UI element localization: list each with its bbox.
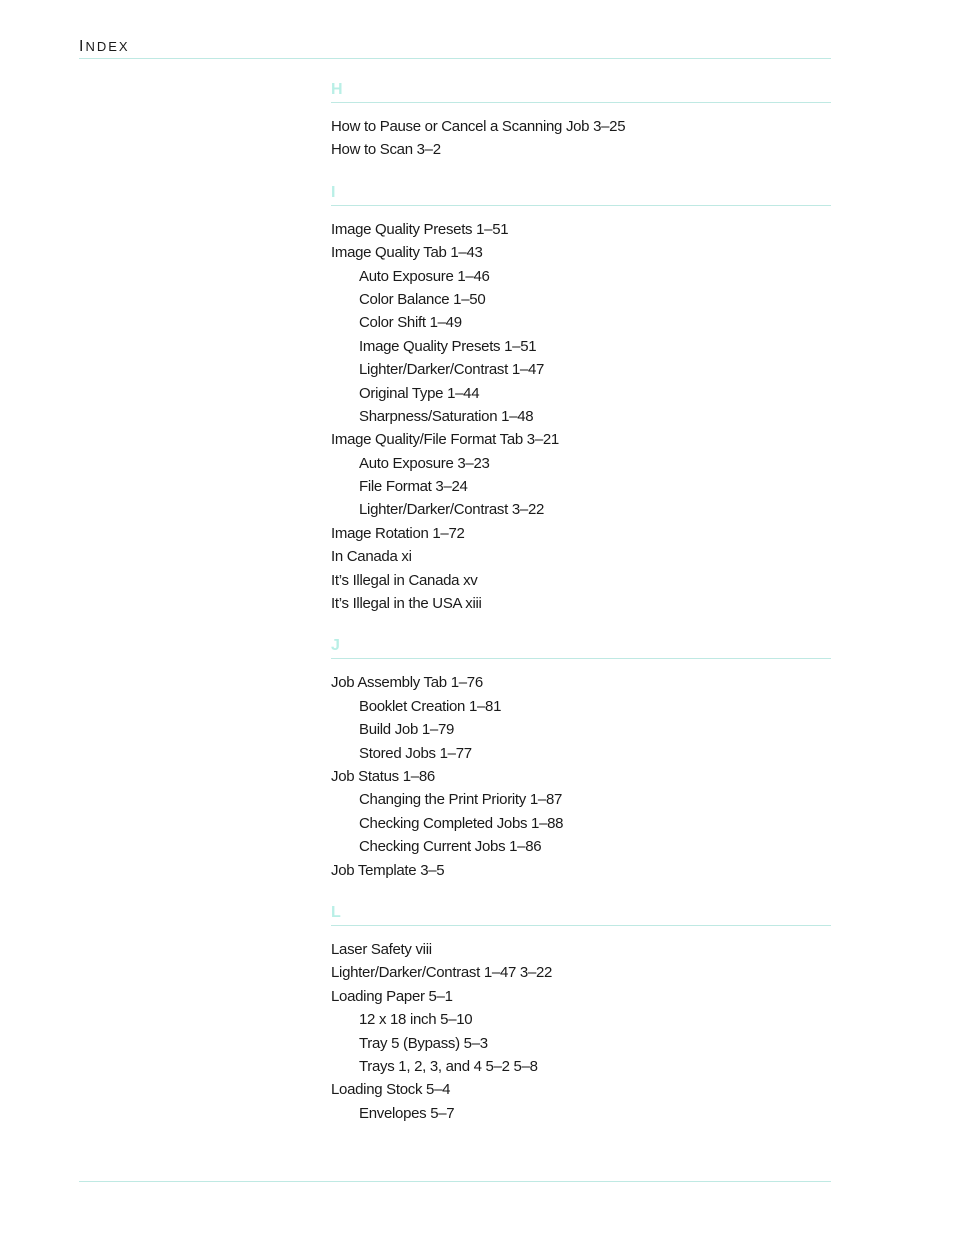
index-entry: Laser Safety viii	[331, 940, 432, 958]
index-subentry: Original Type 1–44	[359, 384, 480, 402]
header-rule	[79, 58, 831, 59]
section-rule	[331, 102, 831, 103]
section-letter: L	[331, 903, 341, 921]
index-subentry: Booklet Creation 1–81	[359, 697, 502, 715]
index-subentry: Checking Current Jobs 1–86	[359, 838, 542, 856]
section-rule	[331, 658, 831, 659]
index-subentry: Color Balance 1–50	[359, 290, 486, 308]
index-entry: Image Rotation 1–72	[331, 524, 465, 542]
index-subentry: Envelopes 5–7	[359, 1104, 455, 1122]
index-subentry: Image Quality Presets 1–51	[359, 337, 537, 355]
index-entry: How to Scan 3–2	[331, 141, 441, 159]
index-subentry: Lighter/Darker/Contrast 3–22	[359, 501, 545, 519]
section-letter: H	[331, 81, 343, 98]
index-subentry: Lighter/Darker/Contrast 1–47	[359, 361, 545, 379]
section-gap	[331, 882, 831, 901]
section-gap	[331, 615, 831, 634]
entry-list	[331, 218, 831, 616]
index-entry: Image Quality Presets 1–51	[331, 220, 509, 238]
index-section-h	[331, 78, 831, 181]
index-entry: Loading Stock 5–4	[331, 1081, 451, 1099]
index-section-j	[331, 634, 831, 901]
index-subentry: Color Shift 1–49	[359, 314, 462, 332]
index-entry: Image Quality Tab 1–43	[331, 244, 483, 262]
running-head-initial: I	[79, 38, 86, 55]
index-subentry: File Format 3–24	[359, 478, 468, 496]
entry-list	[331, 671, 831, 882]
index-subentry: Changing the Print Priority 1–87	[359, 791, 563, 809]
index-entry: Job Status 1–86	[331, 767, 435, 785]
index-subentry: Stored Jobs 1–77	[359, 744, 472, 762]
running-head	[79, 38, 130, 56]
index-subentry: Trays 1, 2, 3, and 4 5–2 5–8	[359, 1057, 538, 1075]
section-rule	[331, 925, 831, 926]
index-entry: Lighter/Darker/Contrast 1–47 3–22	[331, 964, 553, 982]
index-entry: Image Quality/File Format Tab 3–21	[331, 431, 559, 449]
index-subentry: 12 x 18 inch 5–10	[359, 1011, 473, 1029]
section-letter: J	[331, 637, 340, 655]
index-section-i	[331, 181, 831, 635]
index-subentry: Checking Completed Jobs 1–88	[359, 814, 564, 832]
section-letter: I	[331, 183, 336, 201]
section-gap	[331, 162, 831, 181]
section-rule	[331, 205, 831, 206]
entry-list	[331, 938, 831, 1125]
index-section-l	[331, 901, 831, 1125]
index-entry: How to Pause or Cancel a Scanning Job 3–25	[331, 118, 626, 135]
index-entry: It’s Illegal in Canada xv	[331, 571, 478, 589]
footer-rule	[79, 1181, 831, 1182]
index-body	[331, 78, 831, 1125]
index-entry: In Canada xi	[331, 548, 412, 566]
index-subentry: Auto Exposure 3–23	[359, 454, 490, 472]
index-subentry: Sharpness/Saturation 1–48	[359, 407, 534, 425]
index-entry: Job Assembly Tab 1–76	[331, 674, 483, 692]
index-entry: Job Template 3–5	[331, 861, 445, 879]
index-subentry: Tray 5 (Bypass) 5–3	[359, 1034, 488, 1052]
index-subentry: Auto Exposure 1–46	[359, 267, 490, 285]
index-subentry: Build Job 1–79	[359, 721, 455, 739]
index-entry: It’s Illegal in the USA xiii	[331, 595, 482, 613]
index-entry: Loading Paper 5–1	[331, 987, 453, 1005]
running-head-rest: NDEX	[85, 39, 130, 54]
entry-list	[331, 115, 831, 162]
